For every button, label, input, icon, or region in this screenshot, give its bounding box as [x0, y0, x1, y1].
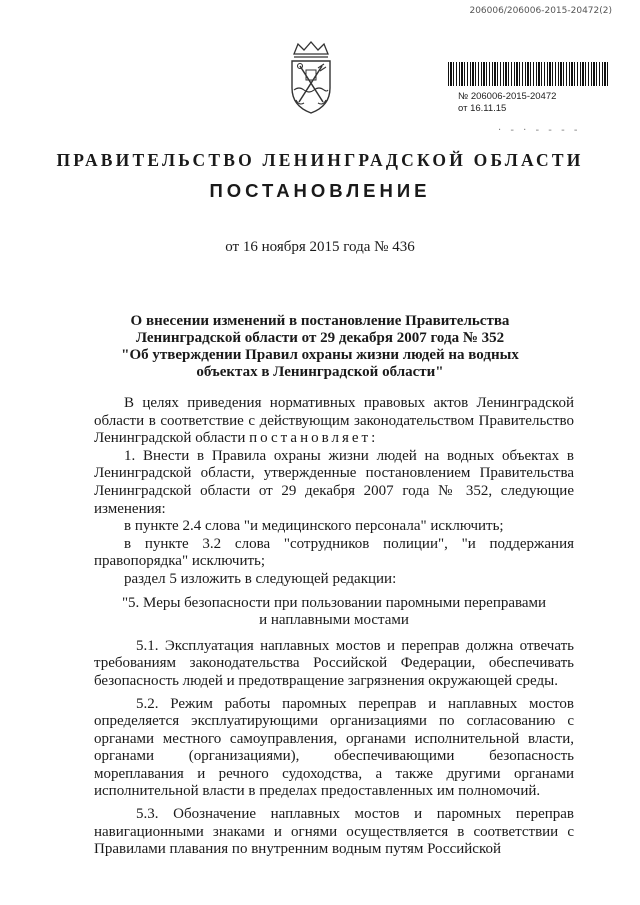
- document-type-title: ПОСТАНОВЛЕНИЕ: [209, 180, 431, 201]
- registration-date: от 16.11.15: [458, 103, 507, 114]
- subject-line: О внесении изменений в постановление Правительства: [130, 313, 510, 329]
- scan-dashes: · - · - - - -: [498, 125, 581, 136]
- registration-number: № 206006-2015-20472: [458, 91, 557, 102]
- change-3-paragraph: раздел 5 изложить в следующей редакции:: [124, 570, 397, 587]
- registration-stamp: [458, 91, 556, 115]
- document-subject: [110, 313, 530, 381]
- clause-5-2-paragraph: 5.2. Режим работы паромных переправ и наплавных мостов определяется эксплуатирующими организациями по согласованию с органами местного самоуправления, органами исполнительной власти, органами (организациями), обеспечивающими безопасность мореплавания и речного судоходства, а также другими органами исполнительной власти в пределах предоставленных им полномочий.: [94, 695, 574, 800]
- subject-line: объектах в Ленинградской области": [196, 364, 444, 380]
- section-5-heading: [94, 595, 574, 630]
- clause-5-3-paragraph: 5.3. Обозначение наплавных мостов и паромных переправ навигационными знаками и огнями осуществляется в соответствии с Правилами плавания по внутренним водным путям Российской: [94, 806, 574, 858]
- issuer-title: ПРАВИТЕЛЬСТВО ЛЕНИНГРАДСКОЙ ОБЛАСТИ: [56, 150, 584, 170]
- date-and-number: от 16 ноября 2015 года № 436: [225, 239, 415, 255]
- change-1-paragraph: в пункте 2.4 слова "и медицинского персонала" исключить;: [124, 518, 504, 535]
- coat-of-arms-icon: [288, 40, 334, 116]
- change-2-paragraph: в пункте 3.2 слова "сотрудников полиции", "и поддержания правопорядка" исключить;: [94, 535, 574, 570]
- document-code: 206006/206006-2015-20472(2): [469, 6, 612, 16]
- section-heading-line: и наплавными мостами: [259, 612, 409, 629]
- subject-line: Ленинградской области от 29 декабря 2007 года № 352: [135, 330, 505, 346]
- item-1-paragraph: 1. Внести в Правила охраны жизни людей на водных объектах в Ленинградской области, утвержденные постановлением Правительства Ленинградской области от 29 декабря 2007 года № 352, следующие изменения:: [94, 447, 574, 517]
- barcode: [448, 62, 610, 86]
- preamble-verb: постановляет:: [249, 430, 379, 447]
- preamble-paragraph: [94, 395, 574, 448]
- document-body: [94, 395, 574, 859]
- subject-line: "Об утверждении Правил охраны жизни людей на водных: [121, 347, 519, 363]
- section-heading-line: "5. Меры безопасности при пользовании паромными переправами: [121, 594, 547, 611]
- preamble-text: В целях приведения нормативных правовых актов Ленинградской области в соответствие с действующим законодательством Правительство Ленинградской области: [94, 395, 574, 447]
- clause-5-1-paragraph: 5.1. Эксплуатация наплавных мостов и переправ должна отвечать требованиям законодательства Российской Федерации, обеспечивать безопасность людей и предотвращение загрязнения окружающей среды.: [94, 637, 574, 689]
